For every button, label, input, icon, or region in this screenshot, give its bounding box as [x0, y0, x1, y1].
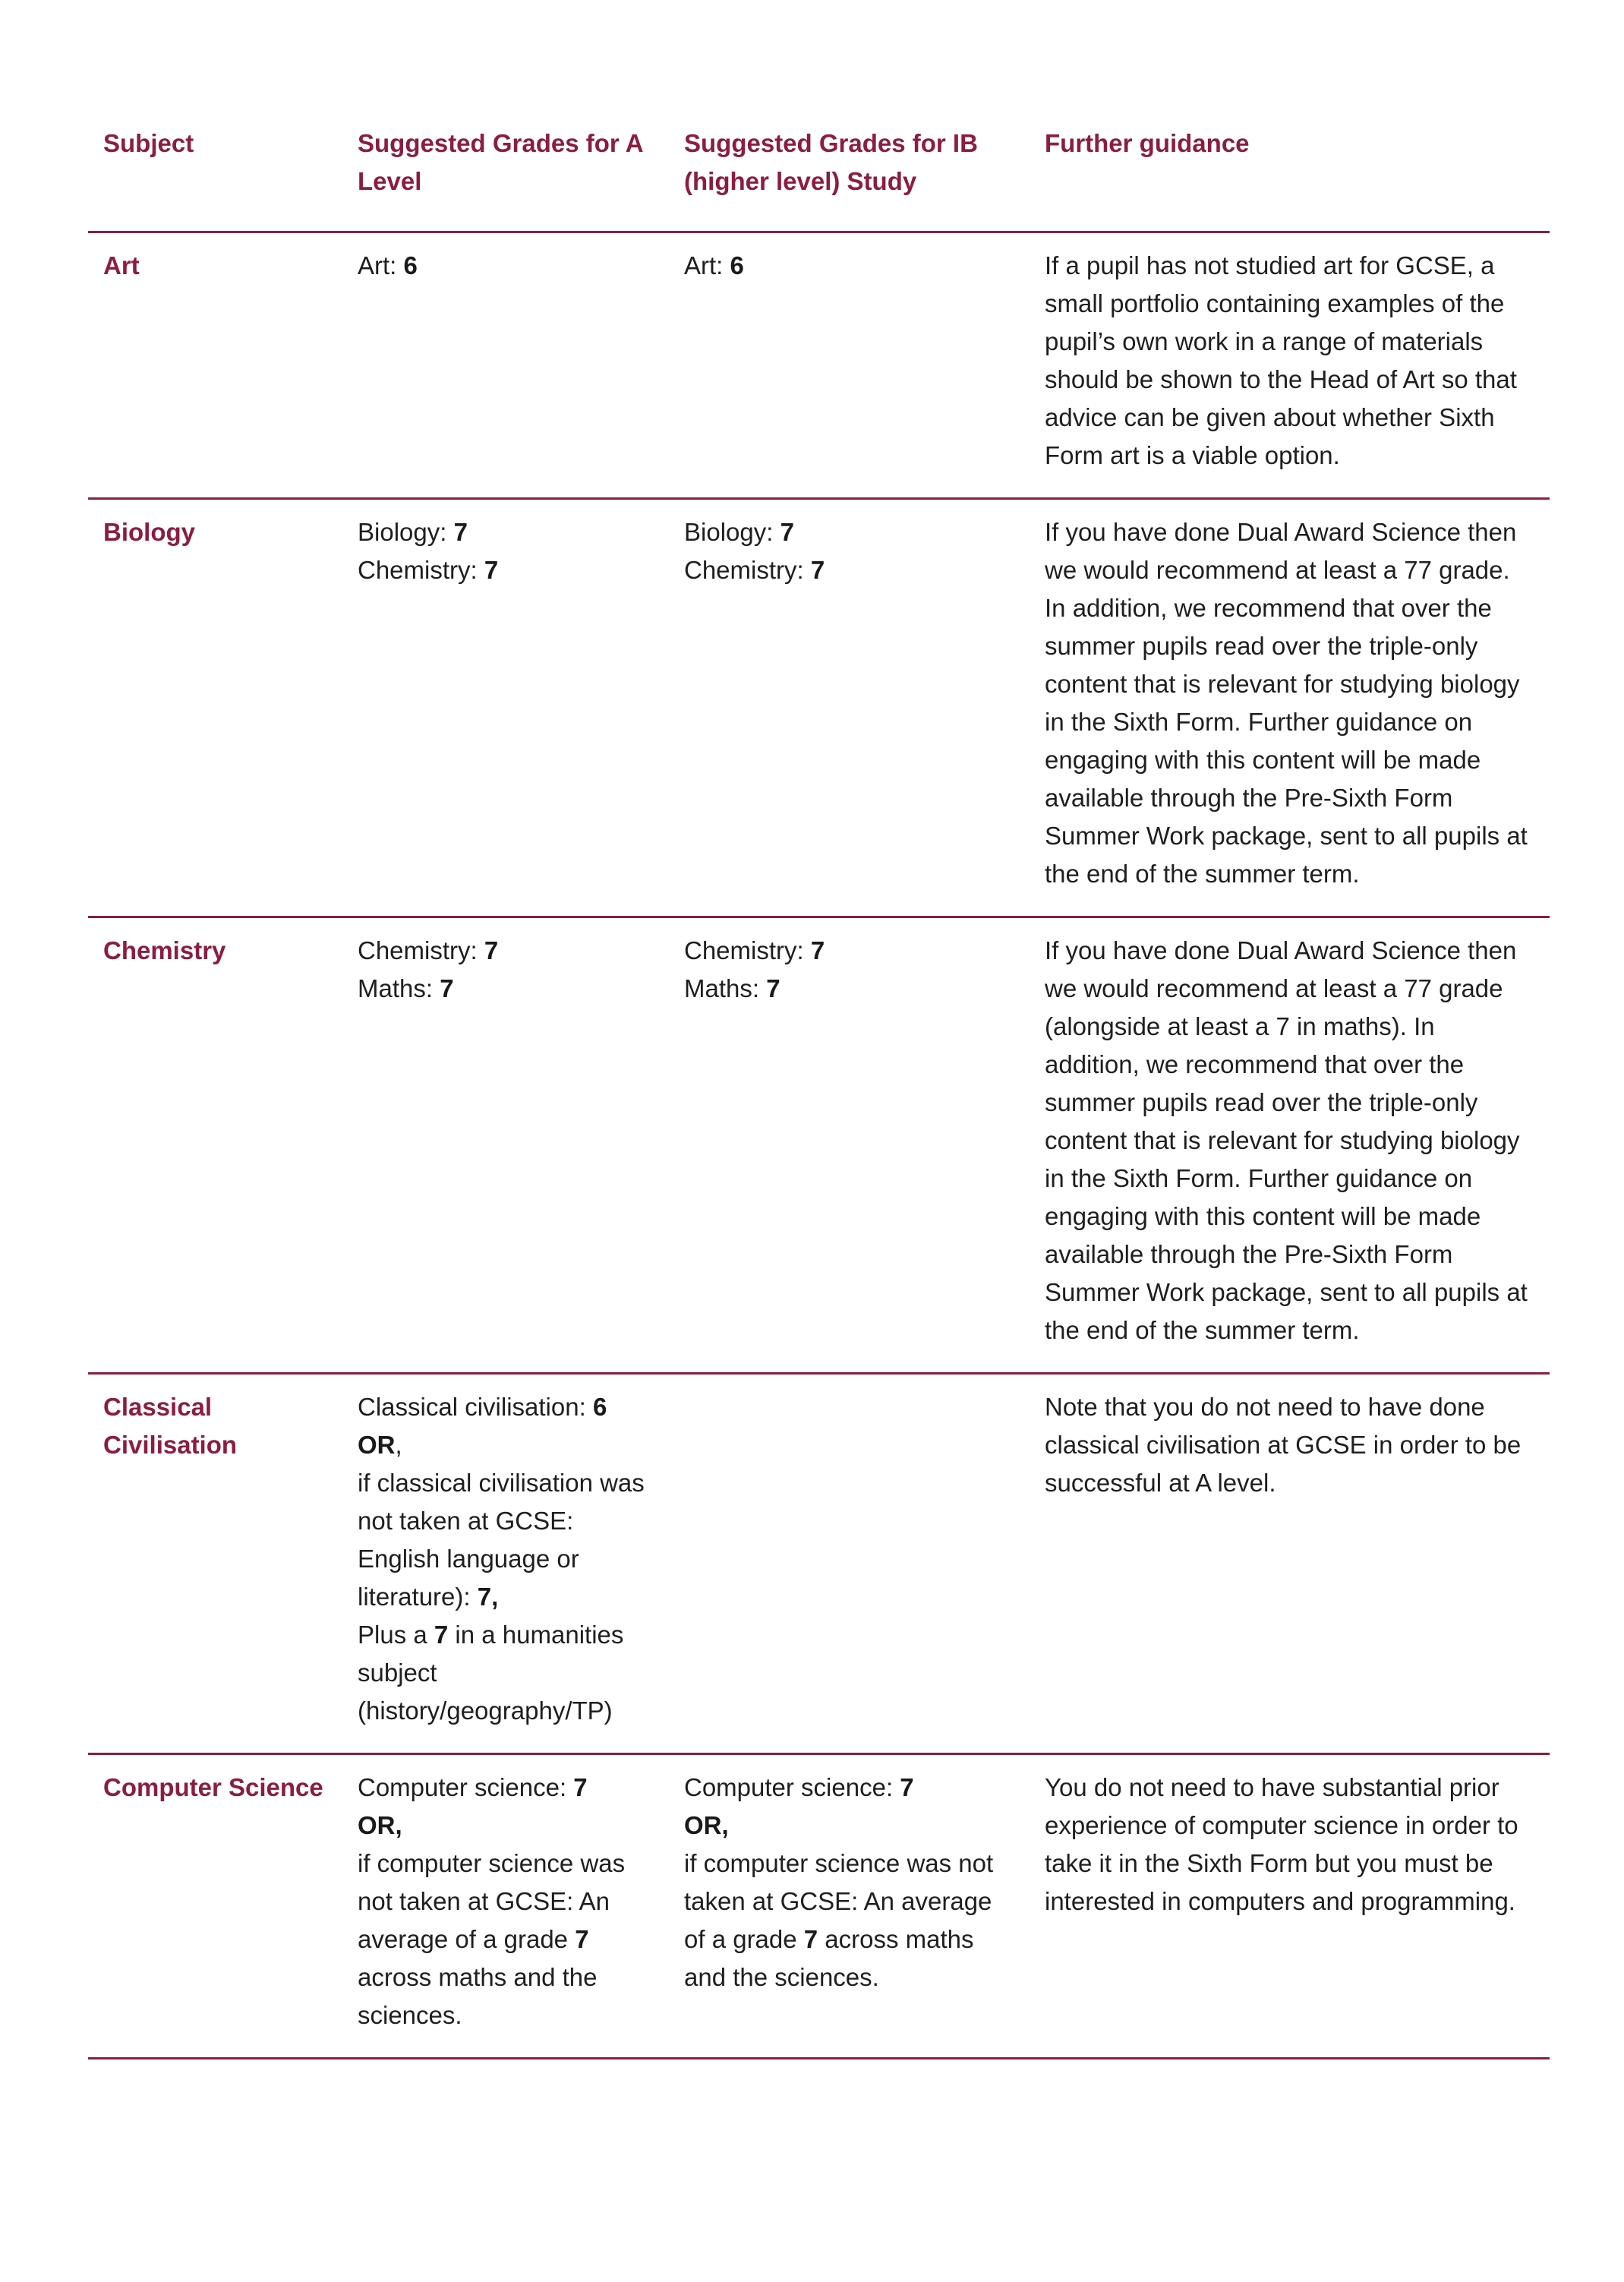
grade-label: Chemistry: — [684, 556, 811, 584]
alternative-requirement: across maths and the sciences. — [684, 1925, 974, 1991]
header-ib: Suggested Grades for IB (higher level) Study — [669, 122, 1030, 232]
a-level-grades — [342, 232, 669, 499]
a-level-grades — [342, 499, 669, 917]
grade-value: 7 — [810, 936, 825, 964]
grade-value: 7 — [573, 1773, 588, 1801]
grade-label: Chemistry: — [358, 936, 484, 964]
plus-text: in a humanities subject (history/geography/TP) — [358, 1621, 624, 1725]
guidance-text: If a pupil has not studied art for GCSE, a small portfolio containing examples of the pupil’s own work in a range of materials should be shown to the Head of Art so that advice can be given about whether Sixth Form art is a viable option. — [1030, 232, 1550, 499]
ib-grades — [669, 917, 1030, 1374]
grade-value: 7 — [575, 1925, 589, 1953]
plus-text: Plus a — [358, 1621, 434, 1649]
alternative-requirement: across maths and the sciences. — [358, 1963, 598, 2029]
subject-name: Computer Science — [88, 1754, 342, 2059]
grade-label: Maths: — [684, 974, 767, 1002]
subject-name: Art — [88, 232, 342, 499]
grade-label: Biology: — [684, 518, 780, 546]
grade-value: 7 — [440, 974, 454, 1002]
or-label: OR, — [358, 1811, 402, 1839]
grade-label: Computer science: — [684, 1773, 900, 1801]
ib-grades — [669, 232, 1030, 499]
table-row — [88, 499, 1550, 917]
ib-grades — [669, 1374, 1030, 1754]
grade-value: 7 — [766, 974, 780, 1002]
alternative-requirement: if classical civilisation was not taken at GCSE: English language or literature): — [358, 1469, 645, 1611]
grade-value: 7 — [434, 1621, 449, 1649]
header-a-level: Suggested Grades for A Level — [342, 122, 669, 232]
subject-name: Classical Civilisation — [88, 1374, 342, 1754]
or-label: OR — [358, 1431, 396, 1459]
guidance-text: Note that you do not need to have done classical civilisation at GCSE in order to be successful at A level. — [1030, 1374, 1550, 1754]
ib-grades — [669, 499, 1030, 917]
alternative-requirement: if computer science was not taken at GCSE: An average of a grade — [358, 1849, 626, 1953]
grade-value: 7 — [484, 936, 499, 964]
guidance-text: You do not need to have substantial prior experience of computer science in order to take it in the Sixth Form but you must be interested in computers and programming. — [1030, 1754, 1550, 2059]
grade-label: Classical civilisation: — [358, 1393, 593, 1421]
a-level-grades — [342, 1374, 669, 1754]
grade-label: Biology: — [358, 518, 454, 546]
grade-label: Art: — [684, 251, 730, 279]
a-level-grades — [342, 917, 669, 1374]
grade-value: 7 — [900, 1773, 914, 1801]
guidance-text: If you have done Dual Award Science then we would recommend at least a 77 grade. In addition, we recommend that over the summer pupils read over the triple-only content that is relevant for studying biology in the Sixth Form. Further guidance on engaging with this content will be made available through the Pre-Sixth Form Summer Work package, sent to all pupils at the end of the summer term. — [1030, 499, 1550, 917]
header-row — [88, 122, 1550, 232]
table-row — [88, 1754, 1550, 2059]
or-label: OR, — [684, 1811, 729, 1839]
or-suffix: , — [395, 1431, 402, 1459]
grade-value: 7 — [484, 556, 499, 584]
grade-label: Art: — [358, 251, 404, 279]
table-row — [88, 232, 1550, 499]
ib-grades — [669, 1754, 1030, 2059]
alternative-requirement: if computer science was not taken at GCSE: An average of a grade — [684, 1849, 994, 1953]
grade-label: Computer science: — [358, 1773, 574, 1801]
table-row — [88, 917, 1550, 1374]
grade-value: 6 — [592, 1393, 607, 1421]
grade-value: 6 — [403, 251, 418, 279]
grade-value: 6 — [730, 251, 744, 279]
header-guidance: Further guidance — [1030, 122, 1550, 232]
subject-name: Biology — [88, 499, 342, 917]
page — [88, 122, 1550, 2059]
grade-value: 7 — [453, 518, 468, 546]
subject-name: Chemistry — [88, 917, 342, 1374]
a-level-grades — [342, 1754, 669, 2059]
table-row — [88, 1374, 1550, 1754]
grade-label: Chemistry: — [684, 936, 811, 964]
header-subject: Subject — [88, 122, 342, 232]
guidance-text: If you have done Dual Award Science then we would recommend at least a 77 grade (alongside at least a 7 in maths). In addition, we recommend that over the summer pupils read over the triple-only content that is relevant for studying biology in the Sixth Form. Further guidance on engaging with this content will be made available through the Pre-Sixth Form Summer Work package, sent to all pupils at the end of the summer term. — [1030, 917, 1550, 1374]
grade-value: 7 — [803, 1925, 818, 1953]
grade-label: Maths: — [358, 974, 440, 1002]
grade-value: 7 — [810, 556, 825, 584]
grade-label: Chemistry: — [358, 556, 484, 584]
grades-table — [88, 122, 1550, 2059]
grade-value: 7 — [780, 518, 794, 546]
grade-value: 7, — [477, 1583, 499, 1611]
